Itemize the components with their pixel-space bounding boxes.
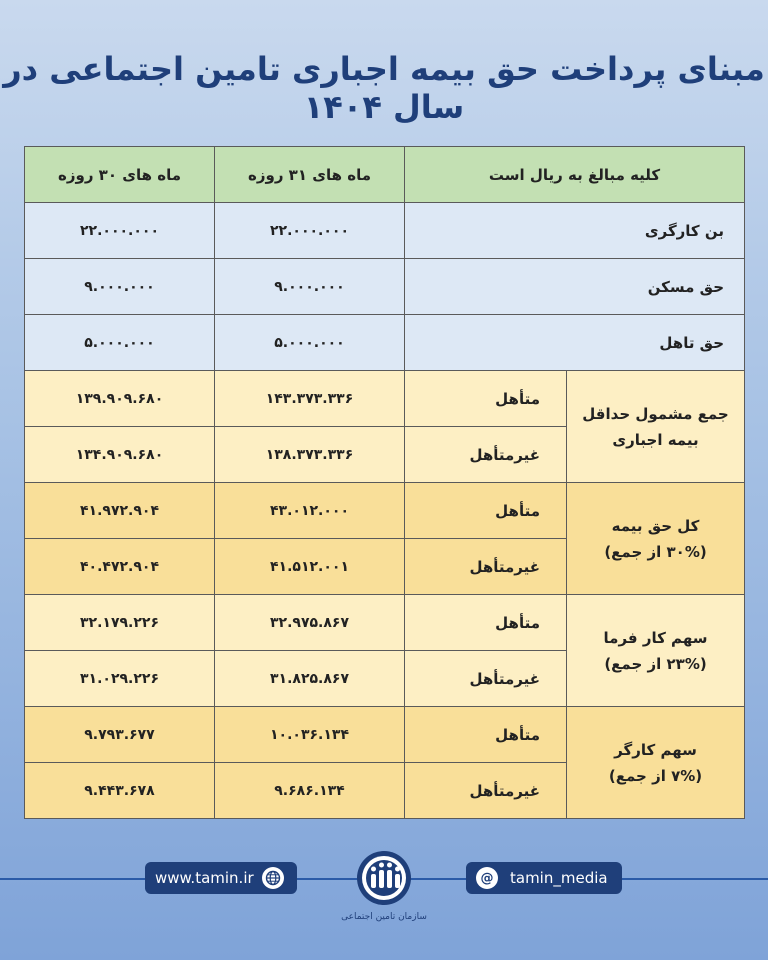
table-row: [25, 203, 745, 259]
row-label: بن کارگری: [405, 203, 745, 259]
group-label-line2: (۷% از جمع): [608, 766, 703, 785]
marital-status: غیرمتأهل: [405, 651, 567, 707]
group-label-line2: (۳۰% از جمع): [604, 542, 707, 561]
header-note: کلیه مبالغ به ریال است: [405, 147, 745, 203]
marital-status: متأهل: [405, 595, 567, 651]
group-label: [567, 595, 745, 707]
value-31: ۱۳۸.۳۷۳.۳۳۶: [215, 427, 405, 483]
social-link[interactable]: [466, 862, 622, 894]
value-30: ۹.۷۹۳.۶۷۷: [25, 707, 215, 763]
social-handle: tamin_media: [510, 869, 608, 887]
table-row: [25, 259, 745, 315]
group-label: [567, 707, 745, 819]
header-col-31-days: ماه های ۳۱ روزه: [215, 147, 405, 203]
value-31: ۱۰.۰۳۶.۱۳۴: [215, 707, 405, 763]
group-label-line1: سهم کار فرما: [603, 628, 708, 647]
value-30: ۵.۰۰۰.۰۰۰: [25, 315, 215, 371]
row-label: حق مسکن: [405, 259, 745, 315]
marital-status: غیرمتأهل: [405, 427, 567, 483]
value-31: ۴۱.۵۱۲.۰۰۱: [215, 539, 405, 595]
marital-status: غیرمتأهل: [405, 539, 567, 595]
value-31: ۲۲.۰۰۰.۰۰۰: [215, 203, 405, 259]
value-31: ۴۳.۰۱۲.۰۰۰: [215, 483, 405, 539]
marital-status: متأهل: [405, 707, 567, 763]
table-row: [25, 483, 745, 539]
table-header-row: [25, 147, 745, 203]
page-title: مبنای پرداخت حق بیمه اجباری تامین اجتماعی در سال ۱۴۰۴: [3, 50, 765, 126]
group-label-line2: (۲۳% از جمع): [604, 654, 707, 673]
table-row: [25, 371, 745, 427]
value-30: ۴۰.۴۷۲.۹۰۴: [25, 539, 215, 595]
group-label-line1: جمع مشمول حداقل: [582, 404, 729, 423]
row-label: حق تاهل: [405, 315, 745, 371]
value-30: ۳۱.۰۲۹.۲۲۶: [25, 651, 215, 707]
value-31: ۹.۶۸۶.۱۳۴: [215, 763, 405, 819]
value-31: ۱۴۳.۳۷۳.۳۳۶: [215, 371, 405, 427]
logo-caption: سازمان تامین اجتماعی: [341, 912, 427, 922]
group-label-line2: بیمه اجباری: [612, 430, 699, 449]
group-label: [567, 371, 745, 483]
value-31: ۹.۰۰۰.۰۰۰: [215, 259, 405, 315]
value-31: ۳۱.۸۲۵.۸۶۷: [215, 651, 405, 707]
value-31: ۵.۰۰۰.۰۰۰: [215, 315, 405, 371]
value-30: ۱۳۹.۹۰۹.۶۸۰: [25, 371, 215, 427]
marital-status: متأهل: [405, 483, 567, 539]
value-31: ۳۲.۹۷۵.۸۶۷: [215, 595, 405, 651]
value-30: ۹.۴۴۳.۶۷۸: [25, 763, 215, 819]
group-label: [567, 483, 745, 595]
website-link[interactable]: [145, 862, 297, 894]
globe-icon: [262, 867, 284, 889]
marital-status: متأهل: [405, 371, 567, 427]
value-30: ۴۱.۹۷۲.۹۰۴: [25, 483, 215, 539]
tamin-logo: [352, 848, 416, 938]
premium-table: [24, 146, 745, 819]
table-row: [25, 707, 745, 763]
website-text: www.tamin.ir: [155, 869, 254, 887]
marital-status: غیرمتأهل: [405, 763, 567, 819]
table-row: [25, 595, 745, 651]
value-30: ۹.۰۰۰.۰۰۰: [25, 259, 215, 315]
group-label-line1: سهم کارگر: [614, 740, 697, 759]
group-label-line1: کل حق بیمه: [611, 516, 700, 535]
table-row: [25, 315, 745, 371]
value-30: ۳۲.۱۷۹.۲۲۶: [25, 595, 215, 651]
header-col-30-days: ماه های ۳۰ روزه: [25, 147, 215, 203]
at-sign-icon: @: [476, 867, 498, 889]
value-30: ۲۲.۰۰۰.۰۰۰: [25, 203, 215, 259]
value-30: ۱۳۴.۹۰۹.۶۸۰: [25, 427, 215, 483]
